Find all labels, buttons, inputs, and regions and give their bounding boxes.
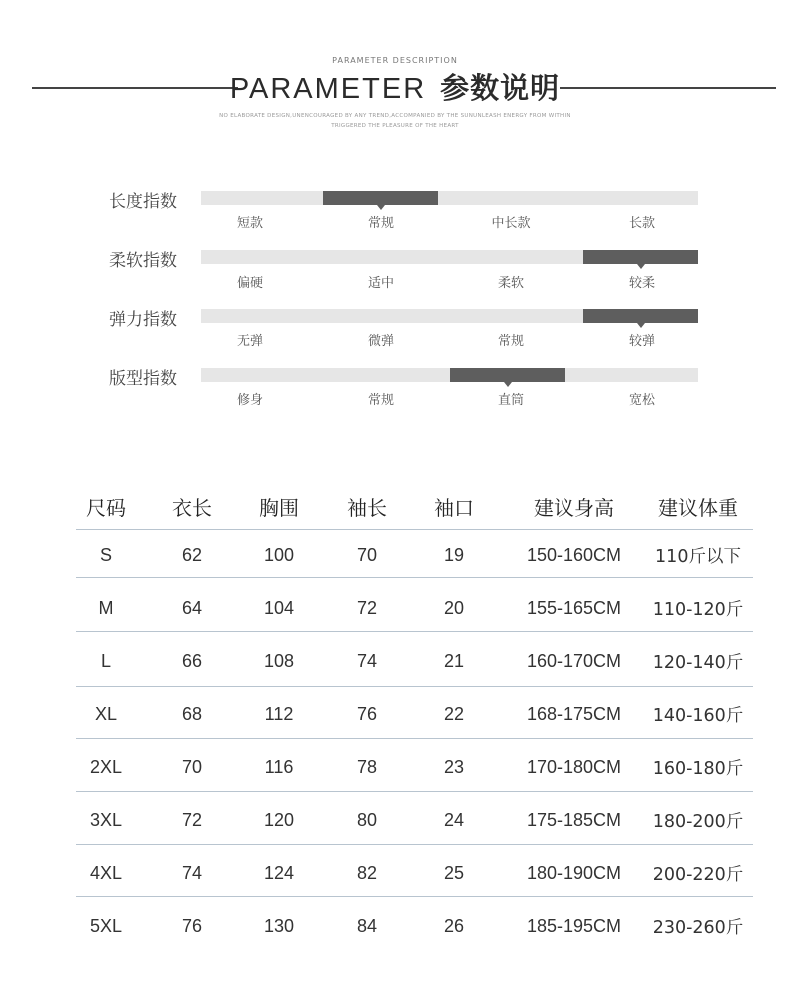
index-option: 微弹 <box>367 334 394 349</box>
table-cell: 72 <box>356 598 378 618</box>
table-cell: 80 <box>356 810 378 830</box>
header-small-title: PARAMETER DESCRIPTION <box>332 56 458 65</box>
table-cell: 175-185CM <box>526 810 622 830</box>
table-cell: 120-140斤 <box>652 653 744 673</box>
table-divider <box>76 686 753 687</box>
table-cell: 82 <box>356 863 378 883</box>
table-cell: 150-160CM <box>526 545 622 565</box>
table-divider <box>76 529 753 530</box>
table-cell: 170-180CM <box>526 757 622 777</box>
table-cell: 74 <box>181 863 203 883</box>
table-cell: 110斤以下 <box>655 547 741 567</box>
index-option: 常规 <box>497 334 524 349</box>
table-cell: 68 <box>181 704 203 724</box>
index-option: 柔软 <box>497 276 524 291</box>
table-cell: 230-260斤 <box>652 918 744 938</box>
table-cell: 70 <box>356 545 378 565</box>
table-cell: 108 <box>263 651 295 671</box>
table-divider <box>76 896 753 897</box>
table-cell: 19 <box>443 545 465 565</box>
index-track <box>201 368 698 382</box>
index-option: 常规 <box>367 216 394 231</box>
table-cell: 180-190CM <box>526 863 622 883</box>
table-divider <box>76 791 753 792</box>
index-option: 适中 <box>367 276 394 291</box>
index-indicator <box>450 368 565 382</box>
table-row <box>76 529 753 582</box>
table-header-cell: 胸围 <box>259 495 299 520</box>
table-cell: M <box>98 598 114 618</box>
table-header-cell: 衣长 <box>172 495 212 520</box>
table-cell: 110-120斤 <box>652 600 744 620</box>
table-cell: 155-165CM <box>526 598 622 618</box>
table-cell: 26 <box>443 916 465 936</box>
table-cell: 76 <box>356 704 378 724</box>
index-track <box>201 191 698 205</box>
table-cell: 120 <box>263 810 295 830</box>
index-track <box>201 250 698 264</box>
table-cell: 124 <box>263 863 295 883</box>
table-divider <box>76 631 753 632</box>
table-cell: 5XL <box>89 916 123 936</box>
table-cell: 66 <box>181 651 203 671</box>
table-cell: 72 <box>181 810 203 830</box>
index-option: 较弹 <box>628 334 655 349</box>
table-cell: 22 <box>443 704 465 724</box>
table-body <box>76 529 753 953</box>
header-subline: TRIGGERED THE PLEASURE OF THE HEART <box>331 123 459 129</box>
index-option: 短款 <box>236 216 263 231</box>
table-cell: 20 <box>443 598 465 618</box>
table-cell: 200-220斤 <box>652 865 744 885</box>
table-cell: 100 <box>263 545 295 565</box>
index-option: 偏硬 <box>236 276 263 291</box>
table-cell: 160-170CM <box>526 651 622 671</box>
table-cell: 21 <box>443 651 465 671</box>
table-header-cell: 袖口 <box>434 495 474 520</box>
table-row <box>76 582 753 635</box>
index-option: 中长款 <box>491 216 531 231</box>
table-cell: 62 <box>181 545 203 565</box>
table-cell: 70 <box>181 757 203 777</box>
table-header-row <box>76 483 753 529</box>
index-option: 较柔 <box>628 276 655 291</box>
index-label: 弹力指数 <box>109 310 177 330</box>
index-track <box>201 309 698 323</box>
table-cell: 130 <box>263 916 295 936</box>
table-cell: 112 <box>264 704 294 724</box>
table-cell: 74 <box>356 651 378 671</box>
table-cell: 25 <box>443 863 465 883</box>
size-table <box>76 483 753 953</box>
table-divider <box>76 738 753 739</box>
table-cell: 84 <box>356 916 378 936</box>
index-label: 长度指数 <box>109 192 177 212</box>
table-row <box>76 900 753 953</box>
table-cell: 4XL <box>89 863 123 883</box>
index-label: 版型指数 <box>109 369 177 389</box>
table-cell: 168-175CM <box>526 704 622 724</box>
index-indicator <box>583 309 698 323</box>
table-header-cell: 建议身高 <box>534 495 614 520</box>
table-cell: 185-195CM <box>526 916 622 936</box>
table-cell: 104 <box>263 598 295 618</box>
index-option: 修身 <box>236 393 263 408</box>
page-title-en: PARAMETER <box>229 73 427 105</box>
table-header-cell: 尺码 <box>86 495 126 520</box>
table-divider <box>76 844 753 845</box>
table-row <box>76 741 753 794</box>
page-title <box>0 66 790 107</box>
index-option: 长款 <box>628 216 655 231</box>
table-row <box>76 794 753 847</box>
table-row <box>76 688 753 741</box>
table-cell: 23 <box>443 757 465 777</box>
index-option: 无弹 <box>236 334 263 349</box>
table-row <box>76 635 753 688</box>
table-cell: XL <box>94 704 118 724</box>
table-cell: 78 <box>356 757 378 777</box>
table-cell: 3XL <box>89 810 123 830</box>
table-divider <box>76 577 753 578</box>
table-cell: 160-180斤 <box>652 759 744 779</box>
index-option: 宽松 <box>628 393 655 408</box>
header-subline: NO ELABORATE DESIGN,UNENCOURAGED BY ANY TREND,ACCOMPANIED BY THE SUNUNLEASH ENERGY FROM WITHIN <box>219 113 571 119</box>
table-cell: 24 <box>443 810 465 830</box>
index-indicator <box>323 191 438 205</box>
table-header-cell: 袖长 <box>347 495 387 520</box>
table-cell: S <box>99 545 112 565</box>
index-label: 柔软指数 <box>109 251 177 271</box>
table-cell: 2XL <box>89 757 123 777</box>
table-cell: 180-200斤 <box>652 812 744 832</box>
table-cell: 76 <box>181 916 203 936</box>
index-indicator <box>583 250 698 264</box>
index-option: 常规 <box>367 393 394 408</box>
page-title-cn: 参数说明 <box>440 71 561 105</box>
table-header-cell: 建议体重 <box>658 495 738 520</box>
table-cell: L <box>100 651 111 671</box>
table-cell: 116 <box>264 757 294 777</box>
table-cell: 64 <box>181 598 203 618</box>
table-row <box>76 847 753 900</box>
index-option: 直筒 <box>497 393 524 408</box>
table-cell: 140-160斤 <box>652 706 744 726</box>
